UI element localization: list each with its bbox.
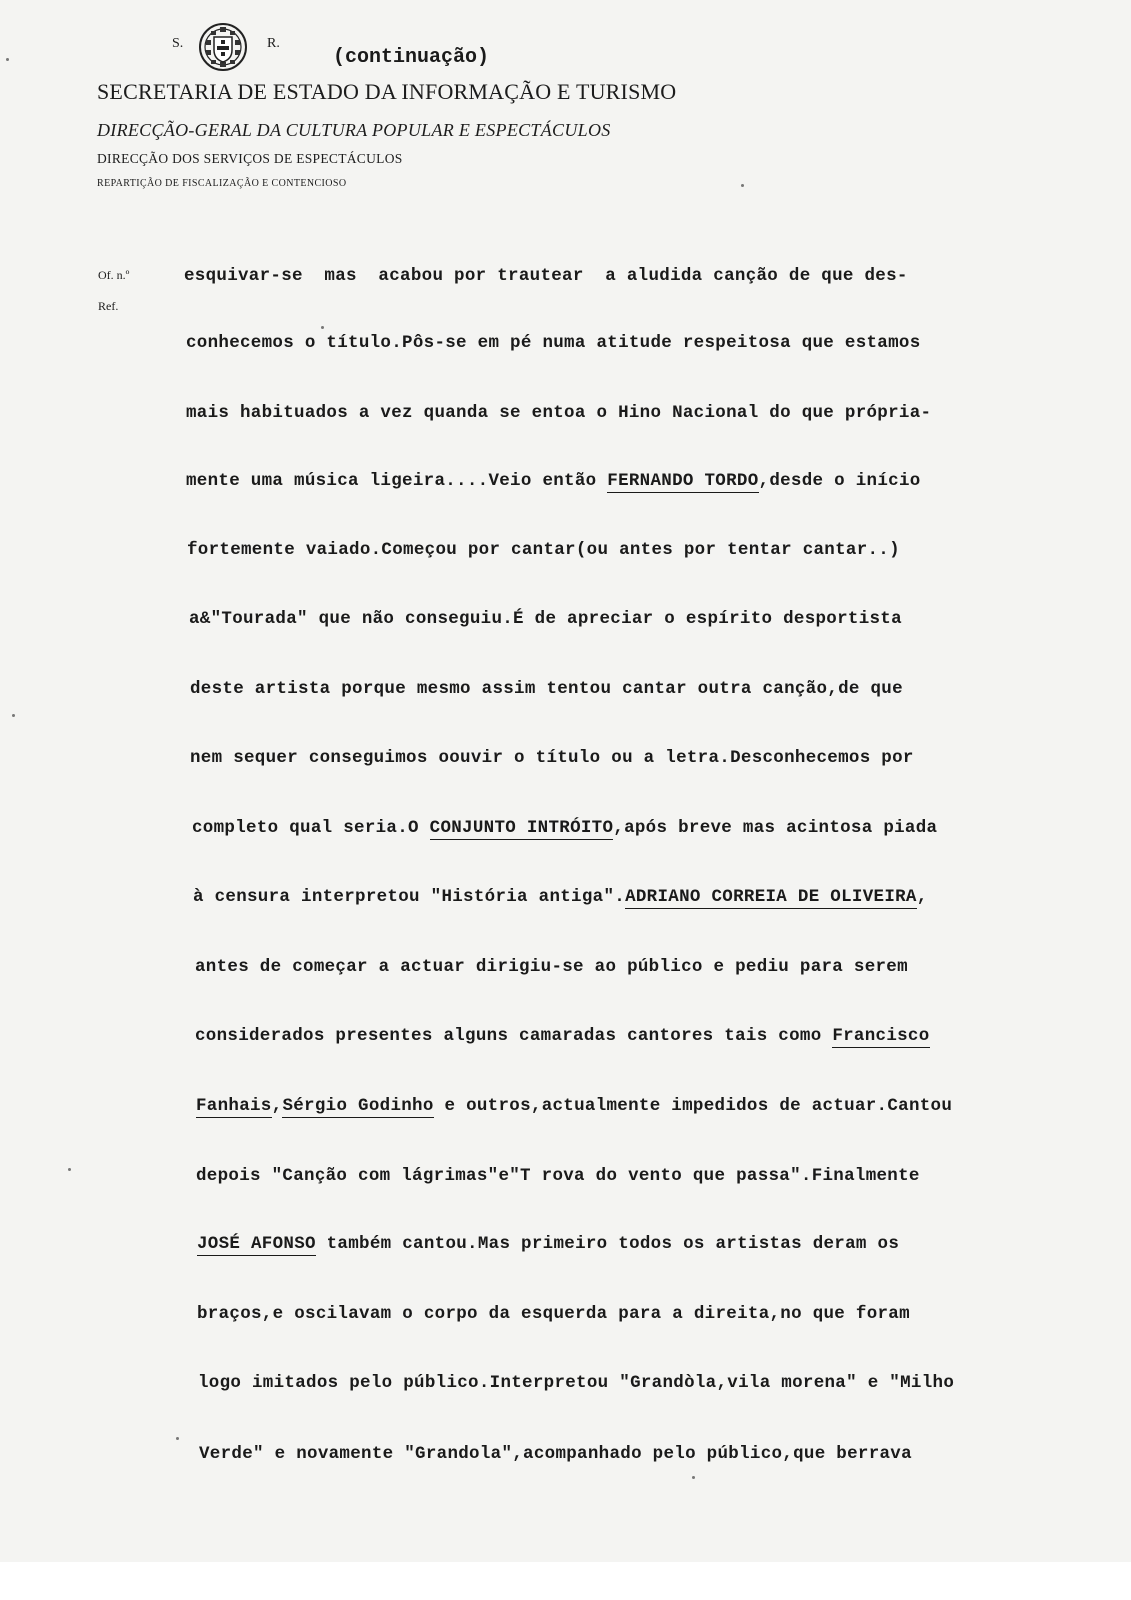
paper-speck: [741, 184, 744, 187]
body-text: fortemente vaiado.Começou por cantar(ou antes por tentar cantar..): [187, 540, 900, 560]
paper-speck: [176, 1437, 179, 1440]
directorate-general-heading: DIRECÇÃO-GERAL DA CULTURA POPULAR E ESPECTÁCULOS: [97, 120, 611, 140]
body-text: completo qual seria.O: [192, 818, 430, 838]
paper-speck: [68, 1168, 71, 1171]
body-line: [195, 1026, 930, 1046]
body-line: [186, 403, 931, 423]
body-text: a&"Tourada" que não conseguiu.É de apreciar o espírito desportista: [189, 609, 902, 629]
paper-speck: [692, 1476, 695, 1479]
body-line: [197, 1234, 899, 1254]
body-text: também cantou.Mas primeiro todos os artistas deram os: [315, 1234, 900, 1254]
body-text: mais habituados a vez quanda se entoa o Hino Nacional do que própria-: [186, 403, 932, 423]
underlined-name: Francisco: [832, 1026, 930, 1046]
body-text: Verde" e novamente "Grandola",acompanhado pelo público,que berrava: [199, 1444, 912, 1464]
continuation-label: (continuação): [333, 46, 490, 69]
body-text: conhecemos o título.Pôs-se em pé numa atitude respeitosa que estamos: [186, 333, 921, 353]
paper-speck: [321, 326, 324, 329]
body-line: [193, 887, 928, 907]
underlined-name: Sérgio Godinho: [282, 1096, 434, 1116]
body-text: ,: [916, 887, 928, 907]
body-text: ,desde o início: [758, 471, 921, 491]
body-line: [198, 1373, 954, 1393]
body-text: nem sequer conseguimos oouvir o título ou a letra.Desconhecemos por: [190, 748, 914, 768]
body-text: à censura interpretou "História antiga".: [193, 887, 626, 907]
reference-label: Ref.: [98, 299, 119, 313]
body-line: [186, 471, 921, 491]
body-line: [186, 333, 921, 353]
underlined-name: ADRIANO CORREIA DE OLIVEIRA: [625, 887, 917, 907]
page-bottom-margin: [0, 1562, 1131, 1600]
underlined-name: Fanhais: [196, 1096, 272, 1116]
directorate-services-heading: DIRECÇÃO DOS SERVIÇOS DE ESPECTÁCULOS: [97, 151, 403, 166]
underlined-name: CONJUNTO INTRÓITO: [429, 818, 614, 838]
body-text: e outros,actualmente impedidos de actuar.Cantou: [433, 1096, 953, 1116]
paper-speck: [6, 58, 9, 61]
seal-right-initial: R.: [267, 36, 280, 51]
body-text: braços,e oscilavam o corpo da esquerda para a direita,no que foram: [197, 1304, 910, 1324]
ministry-heading: SECRETARIA DE ESTADO DA INFORMAÇÃO E TURISMO: [97, 79, 677, 104]
body-line: [187, 540, 900, 560]
body-line: [195, 957, 908, 977]
body-text: ,: [271, 1096, 283, 1116]
body-line: [192, 818, 937, 838]
body-text: depois "Canção com lágrimas"e"T rova do vento que passa".Finalmente: [196, 1166, 920, 1186]
body-line: [190, 748, 914, 768]
underlined-name: FERNANDO TORDO: [607, 471, 759, 491]
body-text: logo imitados pelo público.Interpretou "Grandòla,vila morena" e "Milho: [198, 1373, 955, 1393]
body-line: [190, 679, 903, 699]
body-text: considerados presentes alguns camaradas cantores tais como: [195, 1026, 833, 1046]
body-text: mente uma música ligeira....Veio então: [186, 471, 608, 491]
body-line: [197, 1304, 910, 1324]
body-line: [184, 266, 908, 286]
section-heading: REPARTIÇÃO DE FISCALIZAÇÃO E CONTENCIOSO: [97, 178, 347, 189]
coat-of-arms-seal-icon: [198, 22, 248, 72]
body-line: [189, 609, 902, 629]
underlined-name: JOSÉ AFONSO: [197, 1234, 316, 1254]
body-line: [196, 1096, 952, 1116]
paper-speck: [12, 714, 15, 717]
seal-left-initial: S.: [172, 36, 184, 51]
body-text: deste artista porque mesmo assim tentou cantar outra canção,de que: [190, 679, 903, 699]
body-line: [199, 1444, 912, 1464]
body-line: [196, 1166, 920, 1186]
body-text: antes de começar a actuar dirigiu-se ao público e pediu para serem: [195, 957, 908, 977]
body-text: esquivar-se mas acabou por trautear a aludida canção de que des-: [184, 266, 908, 286]
body-text: ,após breve mas acintosa piada: [613, 818, 938, 838]
of-number-label: Of. n.º: [98, 268, 130, 282]
